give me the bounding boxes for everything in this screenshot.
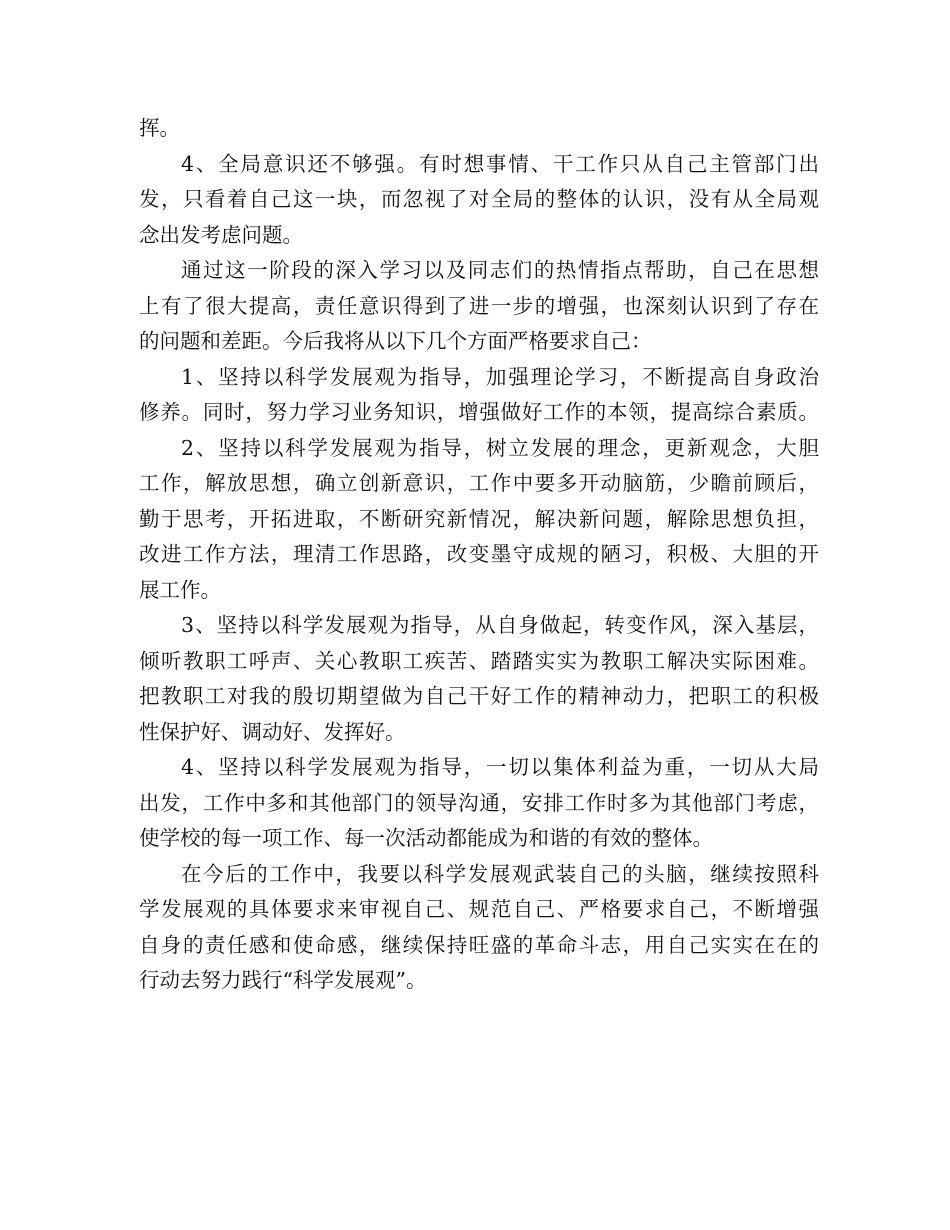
paragraph-line: 性保护好、调动好、发挥好。: [139, 719, 406, 744]
paragraph-line: 上有了很大提高，责任意识得到了进一步的增强，也深刻认识到了存在: [139, 293, 819, 318]
paragraph-line: 修养。同时，努力学习业务知识，增强做好工作的本领，提高综合素质。: [139, 400, 819, 424]
paragraph-line: 改进工作方法，理清工作思路，改变墨守成规的陋习，积极、大胆的开: [139, 542, 819, 566]
paragraph-line: 的问题和差距。今后我将从以下几个方面严格要求自己：: [139, 329, 652, 353]
paragraph-line: 勤于思考，开拓进取，不断研究新情况，解决新问题，解除思想负担，: [139, 506, 819, 531]
paragraph-line: 使学校的每一项工作、每一次活动都能成为和谐的有效的整体。: [139, 826, 713, 850]
paragraph-line: 自身的责任感和使命感，继续保持旺盛的革命斗志，用自己实实在在的: [139, 932, 819, 957]
paragraph-line: 3、坚持以科学发展观为指导，从自身做起，转变作风，深入基层，: [181, 613, 819, 637]
paragraph-line: 学发展观的具体要求来审视自己、规范自己、严格要求自己，不断增强: [139, 897, 819, 921]
paragraph-line: 4、坚持以科学发展观为指导，一切以集体利益为重，一切从大局: [181, 755, 819, 779]
paragraph-line: 工作，解放思想，确立创新意识，工作中要多开动脑筋，少瞻前顾后，: [139, 471, 819, 495]
paragraph-line: 倾听教职工呼声、关心教职工疾苦、踏踏实实为教职工解决实际困难。: [139, 648, 819, 673]
paragraph-line: 展工作。: [139, 577, 221, 602]
paragraph-line: 发，只看着自己这一块，而忽视了对全局的整体的认识，没有从全局观: [139, 187, 819, 211]
paragraph-line: 念出发考虑问题。: [139, 222, 303, 247]
paragraph-line: 2、坚持以科学发展观为指导，树立发展的理念，更新观念，大胆: [181, 435, 819, 460]
paragraph-line: 1、坚持以科学发展观为指导，加强理论学习，不断提高自身政治: [181, 364, 819, 389]
paragraph-line: 行动去努力践行“科学发展观”。: [139, 968, 427, 992]
paragraph-line: 通过这一阶段的深入学习以及同志们的热情指点帮助，自己在思想: [181, 258, 819, 282]
paragraph-line: 4、全局意识还不够强。有时想事情、干工作只从自己主管部门出: [181, 151, 819, 176]
paragraph-line: 在今后的工作中，我要以科学发展观武装自己的头脑，继续按照科: [181, 861, 819, 886]
document-body: [139, 111, 819, 999]
paragraph-line: 出发，工作中多和其他部门的领导沟通，安排工作时多为其他部门考虑，: [139, 790, 819, 815]
paragraph-line: 挥。: [139, 116, 180, 140]
paragraph-line: 把教职工对我的殷切期望做为自己干好工作的精神动力，把职工的积极: [139, 684, 819, 708]
